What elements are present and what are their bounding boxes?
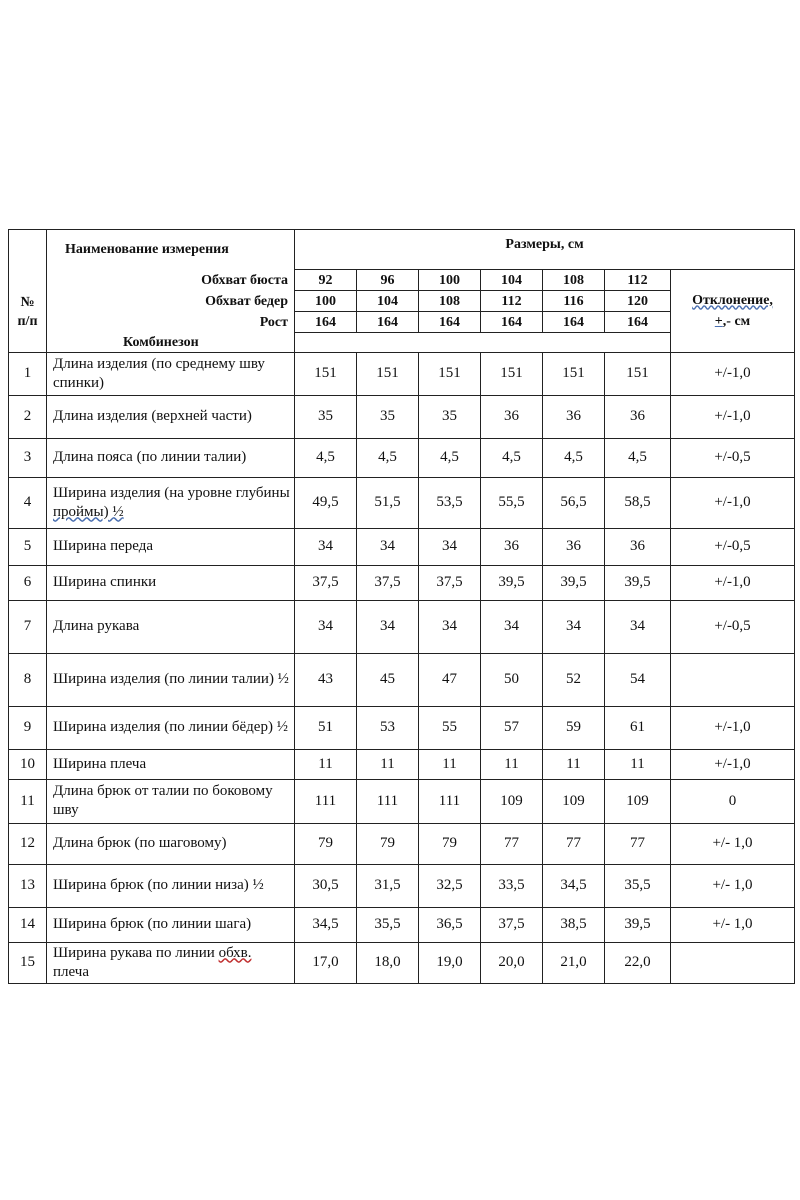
- size-value: 4,5: [543, 438, 605, 477]
- hips-value: 100: [295, 291, 357, 312]
- measurement-name-text: Ширина рукава по линии: [53, 944, 215, 961]
- measurement-name: Длина изделия (верхней части): [47, 395, 295, 438]
- size-value: 151: [357, 352, 419, 395]
- bust-value: 100: [419, 270, 481, 291]
- deviation-value: +/-1,0: [671, 749, 795, 779]
- row-number: 12: [9, 823, 47, 864]
- size-value: 50: [481, 653, 543, 706]
- size-value: 33,5: [481, 864, 543, 907]
- size-value: 11: [357, 749, 419, 779]
- num-header: [9, 230, 47, 353]
- bust-value: 112: [605, 270, 671, 291]
- size-value: 36: [543, 395, 605, 438]
- table-row: [9, 528, 795, 565]
- size-value: 43: [295, 653, 357, 706]
- size-value: 57: [481, 706, 543, 749]
- measurement-name-text: Ширина изделия (на уровне глубины: [53, 484, 290, 501]
- deviation-value: [671, 653, 795, 706]
- measurement-name-tail: проймы) ½: [53, 503, 124, 520]
- deviation-value: +/-0,5: [671, 600, 795, 653]
- product-label: Комбинезон: [47, 333, 295, 353]
- deviation-value: +/- 1,0: [671, 864, 795, 907]
- measurement-name: Длина рукава: [47, 600, 295, 653]
- deviation-value: +/-1,0: [671, 352, 795, 395]
- height-value: 164: [481, 312, 543, 333]
- measurement-name: Ширина изделия (по линии бёдер) ½: [47, 706, 295, 749]
- row-number: 2: [9, 395, 47, 438]
- size-value: 53: [357, 706, 419, 749]
- deviation-value: 0: [671, 779, 795, 823]
- size-value: 52: [543, 653, 605, 706]
- row-number: 9: [9, 706, 47, 749]
- size-value: 17,0: [295, 942, 357, 983]
- size-value: 4,5: [357, 438, 419, 477]
- deviation-value: +/-1,0: [671, 477, 795, 528]
- size-value: 151: [481, 352, 543, 395]
- measurement-name: [47, 477, 295, 528]
- bust-value: 96: [357, 270, 419, 291]
- size-chart-sheet: [8, 229, 794, 984]
- table-row: [9, 823, 795, 864]
- measurement-name: Длина брюк от талии по боковому шву: [47, 779, 295, 823]
- measurement-name: Ширина брюк (по линии шага): [47, 907, 295, 942]
- height-value: 164: [295, 312, 357, 333]
- size-value: 20,0: [481, 942, 543, 983]
- size-value: 34: [357, 528, 419, 565]
- table-row: [9, 565, 795, 600]
- height-value: 164: [419, 312, 481, 333]
- size-value: 34,5: [543, 864, 605, 907]
- row-number: 1: [9, 352, 47, 395]
- row-number: 7: [9, 600, 47, 653]
- blank-cell: [295, 333, 671, 353]
- deviation-unit: ,- см: [722, 313, 751, 329]
- size-value: 53,5: [419, 477, 481, 528]
- size-value: 59: [543, 706, 605, 749]
- size-value: 37,5: [481, 907, 543, 942]
- num-header-line1: №: [20, 294, 35, 310]
- size-value: 4,5: [419, 438, 481, 477]
- deviation-value: +/-0,5: [671, 438, 795, 477]
- size-value: 111: [295, 779, 357, 823]
- size-value: 56,5: [543, 477, 605, 528]
- measurement-name: Длина изделия (по среднему шву спинки): [47, 352, 295, 395]
- table-row: [9, 438, 795, 477]
- size-value: 35,5: [357, 907, 419, 942]
- measurement-name: Длина брюк (по шаговому): [47, 823, 295, 864]
- deviation-value: [671, 942, 795, 983]
- size-value: 11: [605, 749, 671, 779]
- size-value: 11: [419, 749, 481, 779]
- size-value: 35: [295, 395, 357, 438]
- size-value: 34: [543, 600, 605, 653]
- row-number: 5: [9, 528, 47, 565]
- table-row: [9, 779, 795, 823]
- size-value: 151: [605, 352, 671, 395]
- size-value: 51: [295, 706, 357, 749]
- measurement-name-header: Наименование измерения: [47, 230, 295, 270]
- measurement-name: Ширина переда: [47, 528, 295, 565]
- size-value: 151: [419, 352, 481, 395]
- size-value: 151: [295, 352, 357, 395]
- size-value: 34,5: [295, 907, 357, 942]
- size-value: 34: [419, 600, 481, 653]
- size-value: 39,5: [605, 907, 671, 942]
- size-value: 31,5: [357, 864, 419, 907]
- row-number: 8: [9, 653, 47, 706]
- table-row: [9, 395, 795, 438]
- size-value: 37,5: [419, 565, 481, 600]
- size-value: 34: [295, 600, 357, 653]
- table-row: [9, 749, 795, 779]
- deviation-value: +/-1,0: [671, 565, 795, 600]
- size-value: 109: [605, 779, 671, 823]
- size-value: 47: [419, 653, 481, 706]
- deviation-value: +/-1,0: [671, 706, 795, 749]
- size-value: 34: [357, 600, 419, 653]
- size-value: 38,5: [543, 907, 605, 942]
- table-row: [9, 864, 795, 907]
- size-value: 39,5: [605, 565, 671, 600]
- size-value: 36: [605, 528, 671, 565]
- size-value: 11: [543, 749, 605, 779]
- height-label: Рост: [47, 312, 295, 333]
- size-value: 37,5: [295, 565, 357, 600]
- size-value: 36: [481, 395, 543, 438]
- size-value: 79: [357, 823, 419, 864]
- table-row: [9, 352, 795, 395]
- size-value: 61: [605, 706, 671, 749]
- hips-value: 108: [419, 291, 481, 312]
- size-value: 19,0: [419, 942, 481, 983]
- measurement-name-end: плеча: [53, 963, 89, 980]
- bust-label: Обхват бюста: [47, 270, 295, 291]
- deviation-value: +/- 1,0: [671, 823, 795, 864]
- size-table: [8, 229, 795, 984]
- size-value: 37,5: [357, 565, 419, 600]
- row-number: 11: [9, 779, 47, 823]
- size-value: 4,5: [605, 438, 671, 477]
- size-value: 54: [605, 653, 671, 706]
- size-value: 35,5: [605, 864, 671, 907]
- size-value: 30,5: [295, 864, 357, 907]
- row-number: 3: [9, 438, 47, 477]
- size-value: 11: [295, 749, 357, 779]
- size-value: 151: [543, 352, 605, 395]
- size-value: 111: [419, 779, 481, 823]
- table-row: [9, 653, 795, 706]
- row-number: 4: [9, 477, 47, 528]
- size-value: 39,5: [481, 565, 543, 600]
- bust-value: 92: [295, 270, 357, 291]
- measurement-name-tail: обхв.: [218, 944, 252, 961]
- size-value: 39,5: [543, 565, 605, 600]
- row-number: 10: [9, 749, 47, 779]
- size-value: 34: [295, 528, 357, 565]
- measurement-name: Длина пояса (по линии талии): [47, 438, 295, 477]
- deviation-value: +/- 1,0: [671, 907, 795, 942]
- bust-value: 108: [543, 270, 605, 291]
- table-row: [9, 477, 795, 528]
- measurement-name: Ширина изделия (по линии талии) ½: [47, 653, 295, 706]
- num-header-line2: п/п: [17, 313, 38, 329]
- size-value: 79: [419, 823, 481, 864]
- size-value: 11: [481, 749, 543, 779]
- row-number: 14: [9, 907, 47, 942]
- deviation-title: Отклонение,: [692, 292, 773, 308]
- hips-value: 120: [605, 291, 671, 312]
- measurement-name: Ширина спинки: [47, 565, 295, 600]
- size-value: 4,5: [295, 438, 357, 477]
- sizes-header: Размеры, см: [295, 230, 795, 270]
- height-value: 164: [357, 312, 419, 333]
- size-value: 22,0: [605, 942, 671, 983]
- row-number: 15: [9, 942, 47, 983]
- deviation-plus-mark: +: [714, 313, 723, 329]
- table-row: [9, 600, 795, 653]
- size-value: 55: [419, 706, 481, 749]
- size-value: 77: [543, 823, 605, 864]
- size-value: 4,5: [481, 438, 543, 477]
- size-value: 21,0: [543, 942, 605, 983]
- measurement-name: Ширина брюк (по линии низа) ½: [47, 864, 295, 907]
- row-number: 13: [9, 864, 47, 907]
- size-value: 51,5: [357, 477, 419, 528]
- size-value: 36: [605, 395, 671, 438]
- size-value: 36: [543, 528, 605, 565]
- size-value: 34: [605, 600, 671, 653]
- size-value: 32,5: [419, 864, 481, 907]
- table-row: [9, 942, 795, 983]
- size-value: 34: [481, 600, 543, 653]
- height-value: 164: [543, 312, 605, 333]
- size-value: 45: [357, 653, 419, 706]
- size-value: 77: [481, 823, 543, 864]
- height-value: 164: [605, 312, 671, 333]
- size-value: 36: [481, 528, 543, 565]
- size-value: 109: [481, 779, 543, 823]
- row-number: 6: [9, 565, 47, 600]
- size-value: 36,5: [419, 907, 481, 942]
- size-value: 58,5: [605, 477, 671, 528]
- bust-value: 104: [481, 270, 543, 291]
- hips-value: 104: [357, 291, 419, 312]
- table-row: [9, 706, 795, 749]
- size-value: 34: [419, 528, 481, 565]
- deviation-header: [671, 270, 795, 353]
- measurement-name: Ширина плеча: [47, 749, 295, 779]
- size-value: 35: [357, 395, 419, 438]
- size-value: 109: [543, 779, 605, 823]
- measurement-name: [47, 942, 295, 983]
- table-row: [9, 907, 795, 942]
- deviation-value: +/-0,5: [671, 528, 795, 565]
- size-value: 79: [295, 823, 357, 864]
- size-value: 18,0: [357, 942, 419, 983]
- size-value: 35: [419, 395, 481, 438]
- hips-value: 112: [481, 291, 543, 312]
- size-value: 55,5: [481, 477, 543, 528]
- deviation-value: +/-1,0: [671, 395, 795, 438]
- size-value: 77: [605, 823, 671, 864]
- hips-label: Обхват бедер: [47, 291, 295, 312]
- hips-value: 116: [543, 291, 605, 312]
- size-value: 111: [357, 779, 419, 823]
- size-value: 49,5: [295, 477, 357, 528]
